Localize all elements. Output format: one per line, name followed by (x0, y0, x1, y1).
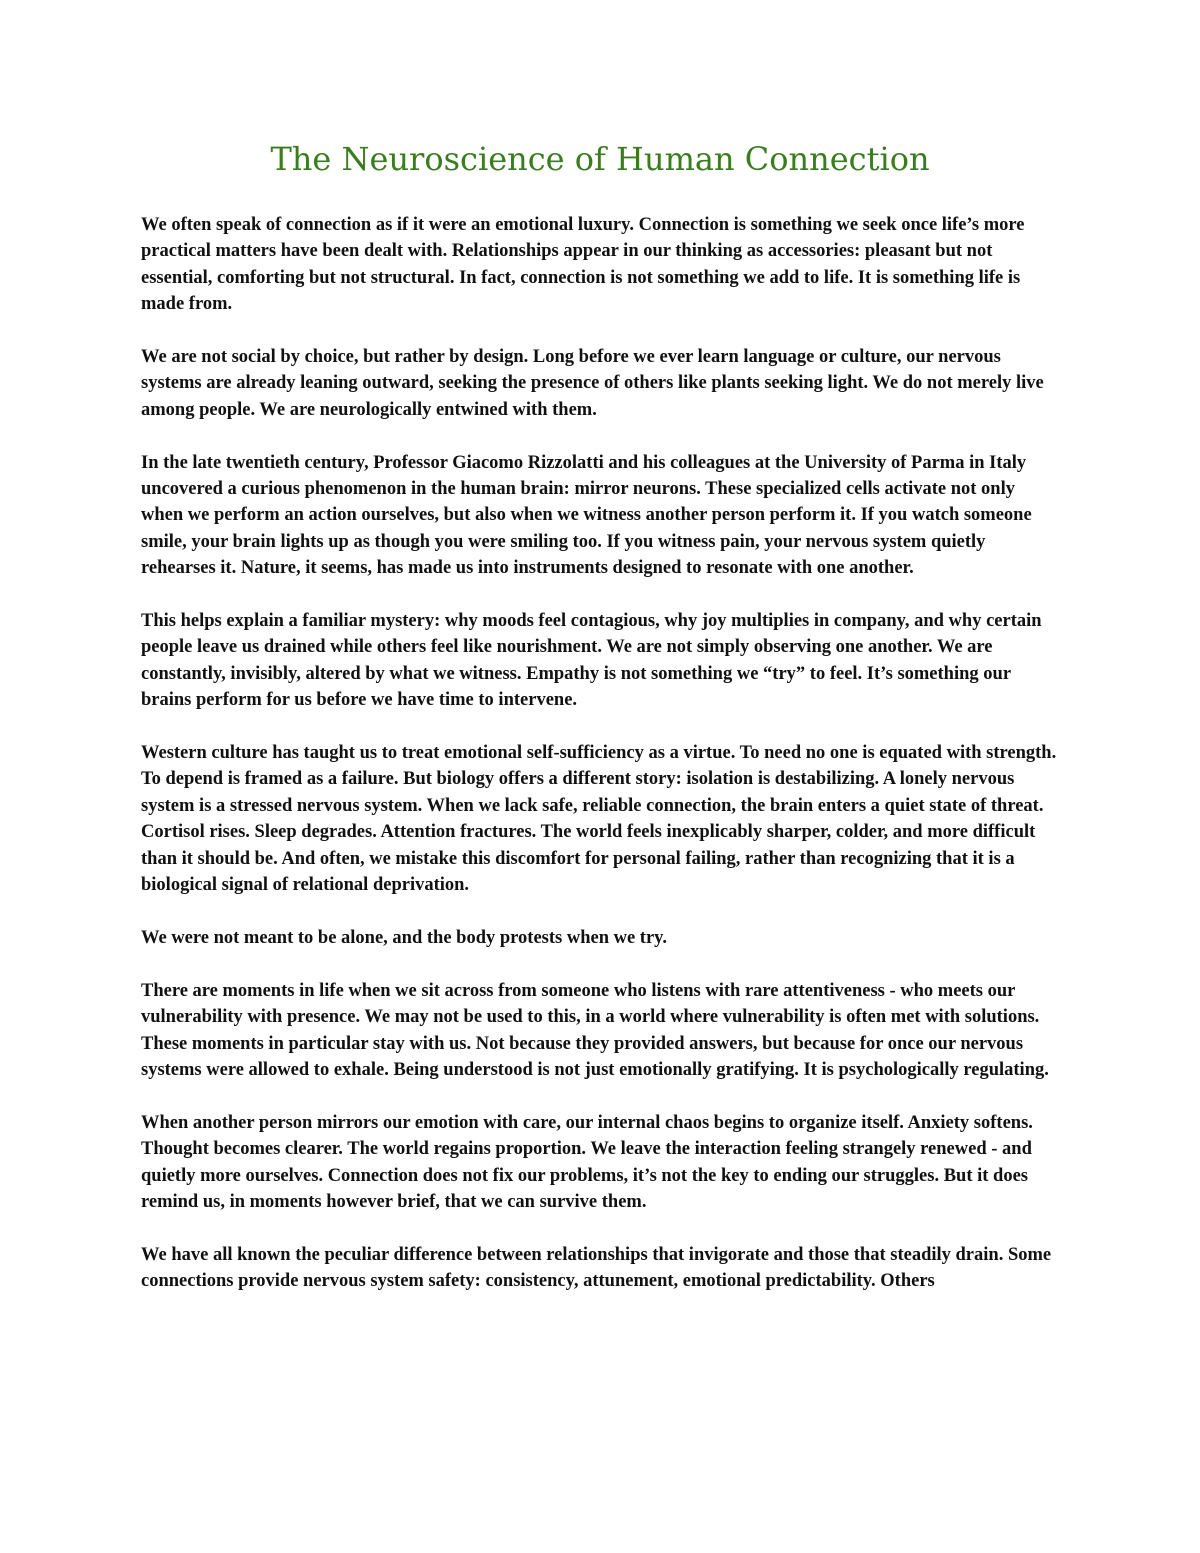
paragraph-2: We are not social by choice, but rather by design. Long before we ever learn language or culture, our nervous systems are already leaning outward, seeking the presence of others like plants seeking light. We do not merely live among people. We are neurologically entwined with them. (141, 347, 1044, 420)
paragraph-4: This helps explain a familiar mystery: why moods feel contagious, why joy multiplies in company, and why certain people leave us drained while others feel like nourishment. We are not simply observing one another. We are constantly, invisibly, altered by what we witness. Empathy is not something we “try” to feel. It’s something our brains perform for us before we have time to intervene. (141, 611, 1042, 711)
document-body (141, 212, 1061, 1321)
paragraph-3: In the late twentieth century, Professor Giacomo Rizzolatti and his colleagues at the University of Parma in Italy uncovered a curious phenomenon in the human brain: mirror neurons. These specialized cells activate not only when we perform an action ourselves, but also when we witness another person perform it. If you watch someone smile, your brain lights up as though you were smiling too. If you witness pain, your nervous system quietly rehearses it. Nature, it seems, has made us into instruments designed to resonate with one another. (141, 452, 1032, 579)
page-title: The Neuroscience of Human Connection (270, 140, 930, 178)
paragraph-9: We have all known the peculiar difference between relationships that invigorate and those that steadily drain. Some connections provide nervous system safety: consistency, attunement, emotional predictability. Others (141, 1244, 1052, 1292)
paragraph-8: When another person mirrors our emotion with care, our internal chaos begins to organize itself. Anxiety softens. Thought becomes clearer. The world regains proportion. We leave the interaction feeling strangely renewed - and quietly more ourselves. Connection does not fix our problems, it’s not the key to ending our struggles. But it does remind us, in moments however brief, that we can survive them. (141, 1112, 1033, 1212)
paragraph-7: There are moments in life when we sit across from someone who listens with rare attentiveness - who meets our vulnerability with presence. We may not be used to this, in a world where vulnerability is often met with solutions. These moments in particular stay with us. Not because they provided answers, but because for once our nervous systems were allowed to exhale. Being understood is not just emotionally gratifying. It is psychologically regulating. (141, 980, 1049, 1080)
paragraph-1: We often speak of connection as if it were an emotional luxury. Connection is something we seek once life’s more practical matters have been dealt with. Relationships appear in our thinking as accessories: pleasant but not essential, comforting but not structural. In fact, connection is not something we add to life. It is something life is made from. (141, 215, 1025, 315)
paragraph-6: We were not meant to be alone, and the body protests when we try. (141, 927, 668, 948)
paragraph-5: Western culture has taught us to treat emotional self-sufficiency as a virtue. To need no one is equated with strength. To depend is framed as a failure. But biology offers a different story: isolation is destabilizing. A lonely nervous system is a stressed nervous system. When we lack safe, reliable connection, the brain enters a quiet state of threat. Cortisol rises. Sleep degrades. Attention fractures. The world feels inexplicably sharper, colder, and more difficult than it should be. And often, we mistake this discomfort for personal failing, rather than recognizing that it is a biological signal of relational deprivation. (141, 743, 1057, 896)
